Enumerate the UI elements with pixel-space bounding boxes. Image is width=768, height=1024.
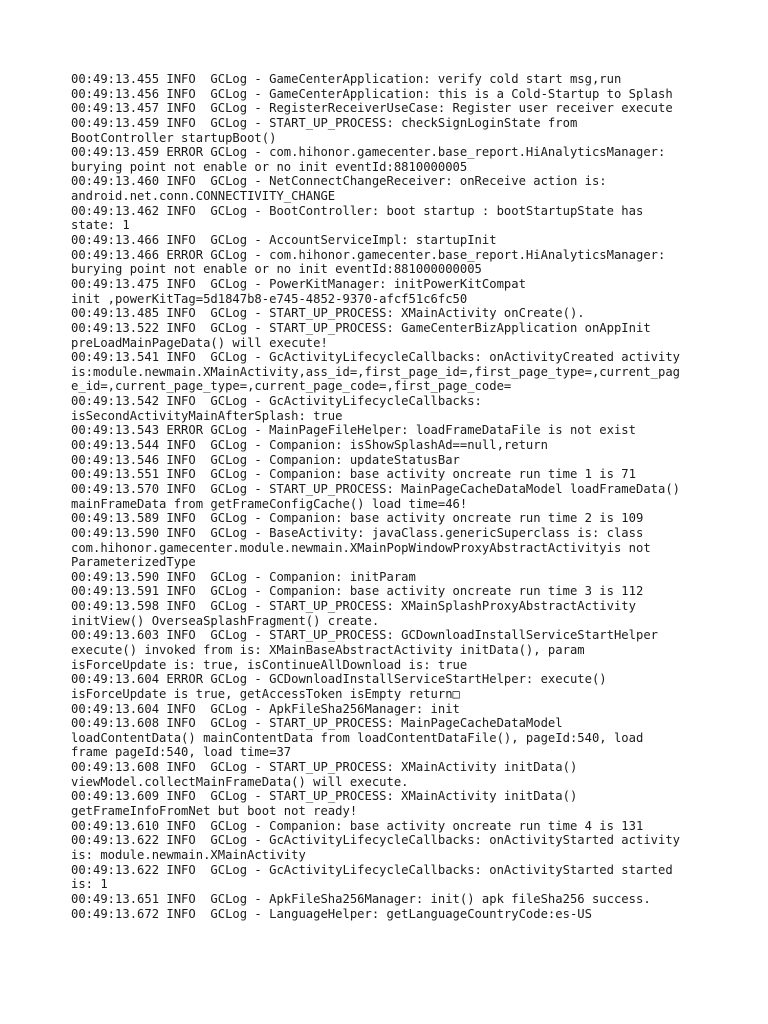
log-line: preLoadMainPageData() will execute! [71,335,328,350]
log-line: 00:49:13.543 ERROR GCLog - MainPageFileHelper: loadFrameDataFile is not exist [71,423,636,438]
log-line: 00:49:13.522 INFO GCLog - START_UP_PROCESS: GameCenterBizApplication onAppInit [71,320,651,335]
log-line: 00:49:13.542 INFO GCLog - GcActivityLifecycleCallbacks: [71,394,482,409]
log-line: is: 1 [71,877,108,892]
log-line: 00:49:13.610 INFO GCLog - Companion: base activity oncreate run time 4 is 131 [71,818,644,833]
log-line: is:module.newmain.XMainActivity,ass_id=,first_page_id=,first_page_type=,current_pag [71,364,681,379]
log-line: frame pageId:540, load time=37 [71,745,292,760]
log-line: 00:49:13.604 ERROR GCLog - GCDownloadInstallServiceStartHelper: execute() [71,672,607,687]
log-line: 00:49:13.622 INFO GCLog - GcActivityLifecycleCallbacks: onActivityStarted activity [71,833,681,848]
log-line: burying point not enable or no init eventId:881000000005 [71,262,482,277]
log-line: 00:49:13.598 INFO GCLog - START_UP_PROCESS: XMainSplashProxyAbstractActivity [71,599,636,614]
log-line: 00:49:13.590 INFO GCLog - BaseActivity: javaClass.genericSuperclass is: class [71,525,644,540]
log-line: 00:49:13.475 INFO GCLog - PowerKitManager: initPowerKitCompat [71,276,526,291]
log-line: ParameterizedType [71,555,196,570]
log-line: 00:49:13.672 INFO GCLog - LanguageHelper: getLanguageCountryCode:es-US [71,906,592,921]
log-line: 00:49:13.546 INFO GCLog - Companion: updateStatusBar [71,452,460,467]
log-line: 00:49:13.622 INFO GCLog - GcActivityLifecycleCallbacks: onActivityStarted started [71,862,673,877]
log-line: getFrameInfoFromNet but boot not ready! [71,804,358,819]
log-line: com.hihonor.gamecenter.module.newmain.XMainPopWindowProxyAbstractActivityis not [71,540,651,555]
log-line: 00:49:13.603 INFO GCLog - START_UP_PROCESS: GCDownloadInstallServiceStartHelper [71,628,658,643]
log-line: BootController startupBoot() [71,130,277,145]
log-line: state: 1 [71,218,130,233]
log-line: mainFrameData from getFrameConfigCache() load time=46! [71,496,468,511]
log-line: 00:49:13.466 INFO GCLog - AccountServiceImpl: startupInit [71,233,497,248]
log-line: execute() invoked from is: XMainBaseAbstractActivity initData(), param [71,642,585,657]
log-line: is: module.newmain.XMainActivity [71,847,306,862]
log-line: initView() OverseaSplashFragment() create. [71,613,380,628]
log-line: loadContentData() mainContentData from loadContentDataFile(), pageId:540, load [71,730,644,745]
log-line: 00:49:13.459 INFO GCLog - START_UP_PROCESS: checkSignLoginState from [71,115,578,130]
log-line: 00:49:13.589 INFO GCLog - Companion: base activity oncreate run time 2 is 109 [71,511,644,526]
log-line: 00:49:13.459 ERROR GCLog - com.hihonor.gamecenter.base_report.HiAnalyticsManager: [71,145,666,160]
log-line: 00:49:13.604 INFO GCLog - ApkFileSha256Manager: init [71,701,460,716]
log-line: viewModel.collectMainFrameData() will execute. [71,774,409,789]
log-line: 00:49:13.570 INFO GCLog - START_UP_PROCESS: MainPageCacheDataModel loadFrameData() [71,481,681,496]
log-line: 00:49:13.456 INFO GCLog - GameCenterApplication: this is a Cold-Startup to Splash [71,86,673,101]
log-line: 00:49:13.590 INFO GCLog - Companion: initParam [71,569,416,584]
log-text-block [71,72,711,921]
log-line: 00:49:13.608 INFO GCLog - START_UP_PROCESS: MainPageCacheDataModel [71,716,563,731]
log-line: 00:49:13.551 INFO GCLog - Companion: base activity oncreate run time 1 is 71 [71,467,636,482]
log-line: isForceUpdate is: true, isContinueAllDownload is: true [71,657,468,672]
log-line: 00:49:13.460 INFO GCLog - NetConnectChangeReceiver: onReceive action is: [71,174,607,189]
log-line: 00:49:13.455 INFO GCLog - GameCenterApplication: verify cold start msg,run [71,72,622,86]
log-line: e_id=,current_page_type=,current_page_code=,first_page_code= [71,379,512,394]
log-line: android.net.conn.CONNECTIVITY_CHANGE [71,189,336,204]
log-line: isForceUpdate is true, getAccessToken isEmpty return□ [71,686,460,701]
log-line: isSecondActivityMainAfterSplash: true [71,408,343,423]
log-line: init ,powerKitTag=5d1847b8-e745-4852-9370-afcf51c6fc50 [71,291,468,306]
log-line: 00:49:13.608 INFO GCLog - START_UP_PROCESS: XMainActivity initData() [71,760,578,775]
log-line: 00:49:13.651 INFO GCLog - ApkFileSha256Manager: init() apk fileSha256 success. [71,891,651,906]
log-line: 00:49:13.457 INFO GCLog - RegisterReceiverUseCase: Register user receiver execute [71,101,673,116]
log-line: 00:49:13.485 INFO GCLog - START_UP_PROCESS: XMainActivity onCreate(). [71,306,585,321]
log-line: burying point not enable or no init eventId:8810000005 [71,159,468,174]
log-line: 00:49:13.466 ERROR GCLog - com.hihonor.gamecenter.base_report.HiAnalyticsManager: [71,247,666,262]
log-line: 00:49:13.591 INFO GCLog - Companion: base activity oncreate run time 3 is 112 [71,584,644,599]
log-line: 00:49:13.609 INFO GCLog - START_UP_PROCESS: XMainActivity initData() [71,789,578,804]
log-line: 00:49:13.544 INFO GCLog - Companion: isShowSplashAd==null,return [71,438,548,453]
log-line: 00:49:13.541 INFO GCLog - GcActivityLifecycleCallbacks: onActivityCreated activity [71,350,681,365]
log-line: 00:49:13.462 INFO GCLog - BootController: boot startup : bootStartupState has [71,203,644,218]
